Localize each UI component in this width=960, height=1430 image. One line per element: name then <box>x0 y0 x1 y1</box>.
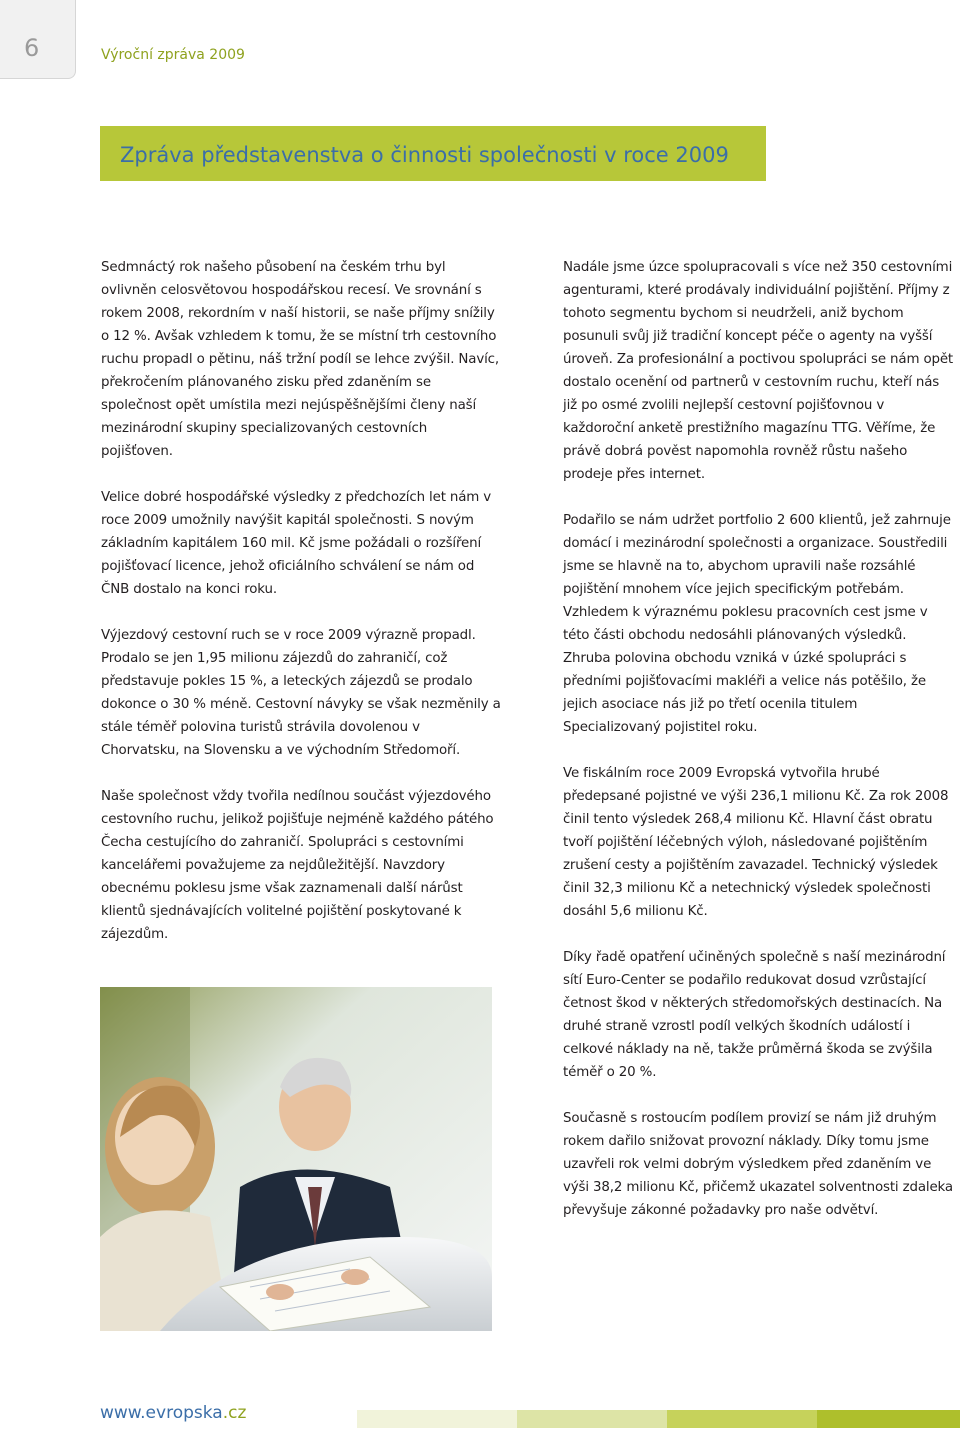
section-title: Zpráva představenstva o činnosti společnosti v roce 2009 <box>120 143 729 167</box>
footer-color-bar <box>817 1410 960 1428</box>
photo-illustration <box>100 987 492 1331</box>
paragraph: Nadále jsme úzce spolupracovali s více než 350 cestovními agenturami, které prodávaly individuální pojištění. Příjmy z tohoto segmentu bychom si neudrželi, aniž bychom posunuli svůj již tradiční koncept péče o agenty na vyšší úroveň. Za profesionální a poctivou spolupráci se nám opět dostalo ocenění od partnerů v cestovním ruchu, kteří nás již po osmé zvolili nejlepší cestovní pojišťovnou v každoroční anketě prestižního magazínu TTG. Věříme, že právě dobrá pověst napomohla rovněž růstu našeho prodeje přes internet. <box>563 260 954 482</box>
website-tld: .cz <box>222 1403 247 1423</box>
paragraph: Sedmnáctý rok našeho působení na českém trhu byl ovlivněn celosvětovou hospodářskou recesí. Ve srovnání s rokem 2008, rekordním v naší historii, se naše příjmy snížily o 12 %. Avšak vzhledem k tomu, že se místní trh cestovního ruchu propadl o pětinu, náš tržní podíl se lehce zvýšil. Navíc, překročením plánovaného zisku před zdaněním se společnost opět umístila mezi nejúspěšnějšími členy naší mezinárodní skupiny specializovaných cestovních pojišťoven. <box>101 260 499 459</box>
website-main: www.evropska <box>100 1403 223 1423</box>
paragraph: Podařilo se nám udržet portfolio 2 600 klientů, jež zahrnuje domácí i mezinárodní společnosti a organizace. Soustředili jsme se hlavně na to, abychom upravili naše rozsáhlé pojištění mnohem více jejich specifickým potřebám. Vzhledem k výraznému poklesu pracovních cest jsme v této části obchodu nedosáhli plánovaných výsledků. Zhruba polovina obchodu vzniká v úzké spolupráci s předními pojišťovacími makléři a velice nás potěšilo, že jejich asociace nás již po třetí ocenila titulem Specializovaný pojistitel roku. <box>563 513 951 735</box>
section-banner <box>100 126 766 181</box>
left-column <box>101 256 501 969</box>
paragraph: Díky řadě opatření učiněných společně s naší mezinárodní sítí Euro-Center se podařilo redukovat dosud vzrůstající četnost škod v některých středomořských destinacích. Na druhé straně vzrostl podíl velkých škodních událostí i celkové náklady na ně, takže průměrná škoda se zvýšila téměř o 20 %. <box>563 950 946 1080</box>
right-column <box>563 256 955 1245</box>
paragraph: Ve fiskálním roce 2009 Evropská vytvořila hrubé předepsané pojistné ve výši 236,1 milionu Kč. Za rok 2008 činil tento výsledek 268,4 milionu Kč. Hlavní část obratu tvoří pojištění léčebných výloh, následované pojištěním zrušení cesty a pojištěním zavazadel. Technický výsledek činil 32,3 milionu Kč a netechnický výsledek společnosti dosáhl 5,6 milionu Kč. <box>563 766 949 919</box>
running-title: Výroční zpráva 2009 <box>101 47 245 63</box>
footer-color-bar <box>517 1410 667 1428</box>
paragraph: Současně s rostoucím podílem provizí se nám již druhým rokem dařilo snižovat provozní náklady. Díky tomu jsme uzavřeli rok velmi dobrým výsledkem před zdaněním ve výši 38,2 milionu Kč, přičemž ukazatel solventnosti zdaleka převyšuje zákonné požadavky pro naše odvětví. <box>563 1111 953 1218</box>
footer-color-bar <box>667 1410 817 1428</box>
paragraph: Velice dobré hospodářské výsledky z předchozích let nám v roce 2009 umožnily navýšit kapitál společnosti. S novým základním kapitálem 160 mil. Kč jsme požádali o rozšíření pojišťovací licence, jehož oficiálního schválení se nám od ČNB dostalo na konci roku. <box>101 490 492 597</box>
business-people-photo <box>100 987 492 1331</box>
page-number: 6 <box>24 34 40 62</box>
footer-website[interactable] <box>100 1403 246 1423</box>
paragraph: Naše společnost vždy tvořila nedílnou součást výjezdového cestovního ruchu, jelikož pojišťuje nejméně každého pátého Čecha cestujícího do zahraničí. Spolupráci s cestovními kancelářemi považujeme za nejdůležitější. Navzdory obecnému poklesu jsme však zaznamenali další nárůst klientů sjednávajících volitelné pojištění poskytované k zájezdům. <box>101 789 494 942</box>
footer-color-bar <box>357 1410 517 1428</box>
paragraph: Výjezdový cestovní ruch se v roce 2009 výrazně propadl. Prodalo se jen 1,95 milionu zájezdů do zahraničí, což představuje pokles 15 %, a leteckých zájezdů se prodalo dokonce o 30 % méně. Cestovní návyky se však nezměnily a stále téměř polovina turistů strávila dovolenou v Chorvatsku, na Slovensku a ve východním Středomoří. <box>101 628 501 758</box>
